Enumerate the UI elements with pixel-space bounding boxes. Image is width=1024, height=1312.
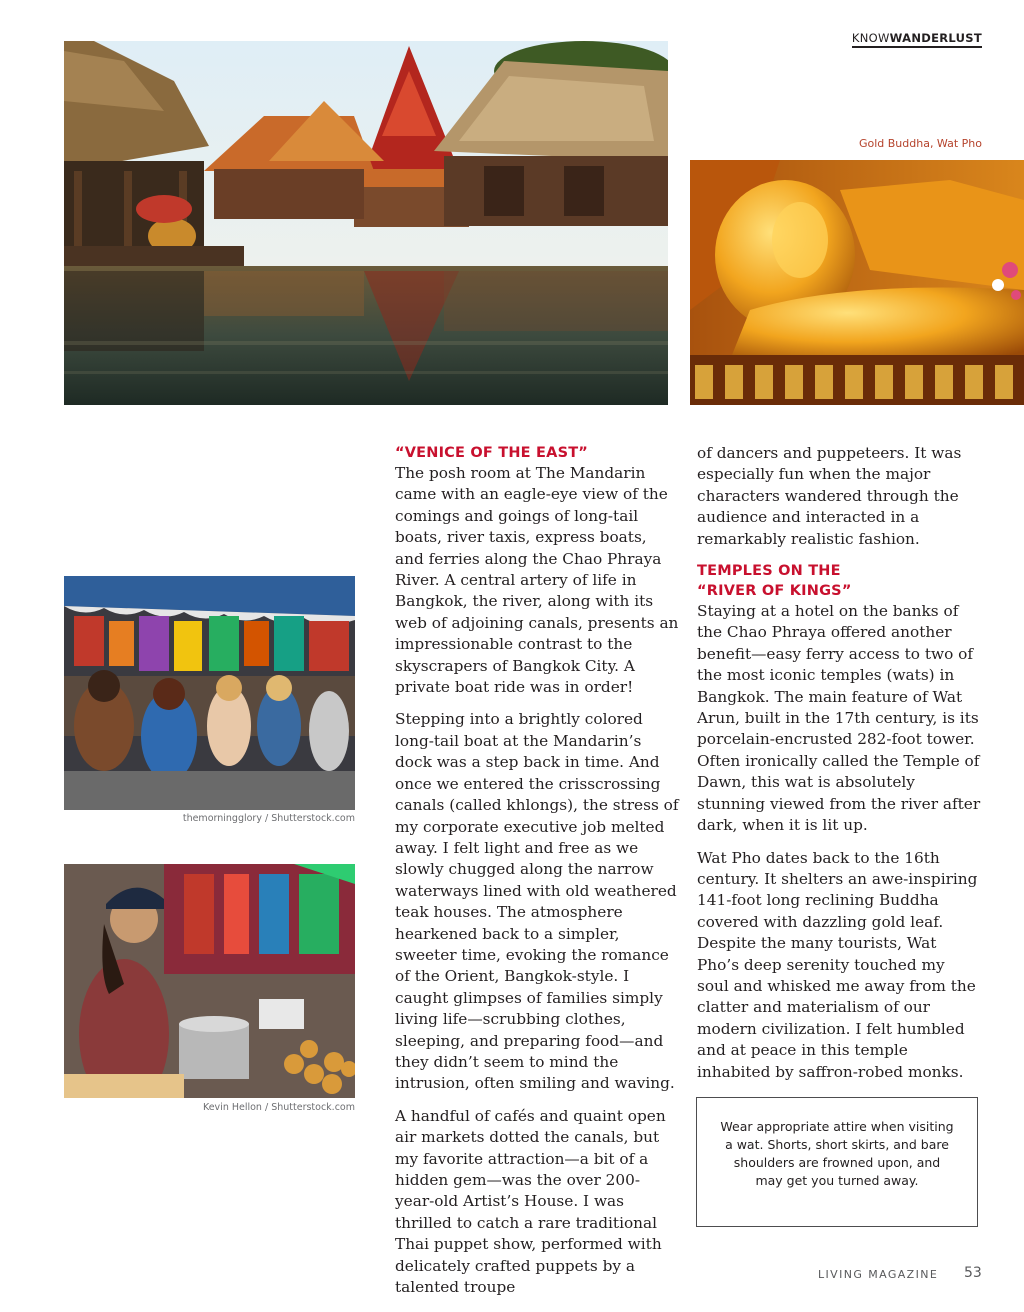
article-paragraph-2: Stepping into a brightly colored long-tail boat at the Mandarin’s dock was a step back in time. And once we entered the crisscrossing canals (called khlongs), the stress of my corporate executive job melted away. I felt light and free as we slowly chugged along the narrow waterways lined with old weathered teak houses. The atmosphere hearkened back to a simpler, sweeter time, evoking the romance of the Orient, Bangkok-style. I caught glimpses of families simply living life—scrubbing clothes, sleeping, and preparing food—and they didn’t seem to mind the intrusion, often smiling and waving. (395, 710, 679, 1093)
section-tag-wanderlust: WANDERLUST (889, 31, 982, 45)
article-paragraph-4: Staying at a hotel on the banks of the Chao Phraya offered another benefit—easy ferry access to two of the most iconic temples (wats) in Bangkok. The main feature of Wat Arun, built in the 17th century, is its porcelain-encrusted 282-foot tower. Often ironically called the Temple of Dawn, this wat is absolutely stunning viewed from the river after dark, when it is lit up. (697, 602, 981, 835)
food-vendor-credit: Kevin Hellon / Shutterstock.com (202, 1102, 355, 1113)
section-tag-know: KNOW (851, 31, 890, 45)
night-market-photo (64, 576, 355, 810)
food-vendor-photo (64, 864, 355, 1098)
buddha-caption: Gold Buddha, Wat Pho (858, 137, 982, 150)
heading-temples-line-1: TEMPLES ON THE (697, 563, 841, 580)
attire-tip-box (696, 1097, 978, 1227)
attire-tip-text: Wear appropriate attire when visiting a wat. Shorts, short skirts, and bare shoulders are frowned upon, and may get you turned away. (720, 1119, 954, 1188)
article-column-1 (395, 443, 679, 1298)
floating-market-photo (64, 41, 668, 405)
footer-page-number: 53 (964, 1265, 982, 1281)
reclining-buddha-photo (690, 160, 1024, 405)
heading-venice-of-the-east: “VENICE OF THE EAST” (395, 445, 589, 461)
article-paragraph-3-continued: of dancers and puppeteers. It was especially fun when the major characters wandered through the audience and interacted in a remarkably realistic fashion. (697, 444, 962, 548)
night-market-credit: themorningglory / Shutterstock.com (182, 813, 355, 824)
article-column-2 (697, 443, 981, 1094)
section-tag (852, 31, 982, 48)
article-paragraph-5: Wat Pho dates back to the 16th century. It shelters an awe-inspiring 141-foot long reclining Buddha covered with dazzling gold leaf. Despite the many tourists, Wat Pho’s deep serenity touched my soul and whisked me away from the clatter and materialism of our modern civilization. I felt humbled and at peace in this temple inhabited by saffron-robed monks. (697, 848, 978, 1081)
article-paragraph-3: A handful of cafés and quaint open air markets dotted the canals, but my favorite attraction—a bit of a hidden gem—was the over 200-year-old Artist’s House. I was thrilled to catch a rare traditional Thai puppet show, performed with delicately crafted puppets by a talented troupe (395, 1106, 666, 1297)
heading-temples-on-the-river (697, 561, 981, 601)
footer-magazine-name: LIVING MAGAZINE (818, 1268, 939, 1281)
heading-temples-line-2: “RIVER OF KINGS” (697, 583, 852, 600)
article-paragraph-1: The posh room at The Mandarin came with an eagle-eye view of the comings and goings of long-tail boats, river taxis, express boats, and ferries along the Chao Phraya River. A central artery of life in Bangkok, the river, along with its web of adjoining canals, presents an impressionable contrast to the skyscrapers of Bangkok City. A private boat ride was in order! (395, 464, 679, 697)
